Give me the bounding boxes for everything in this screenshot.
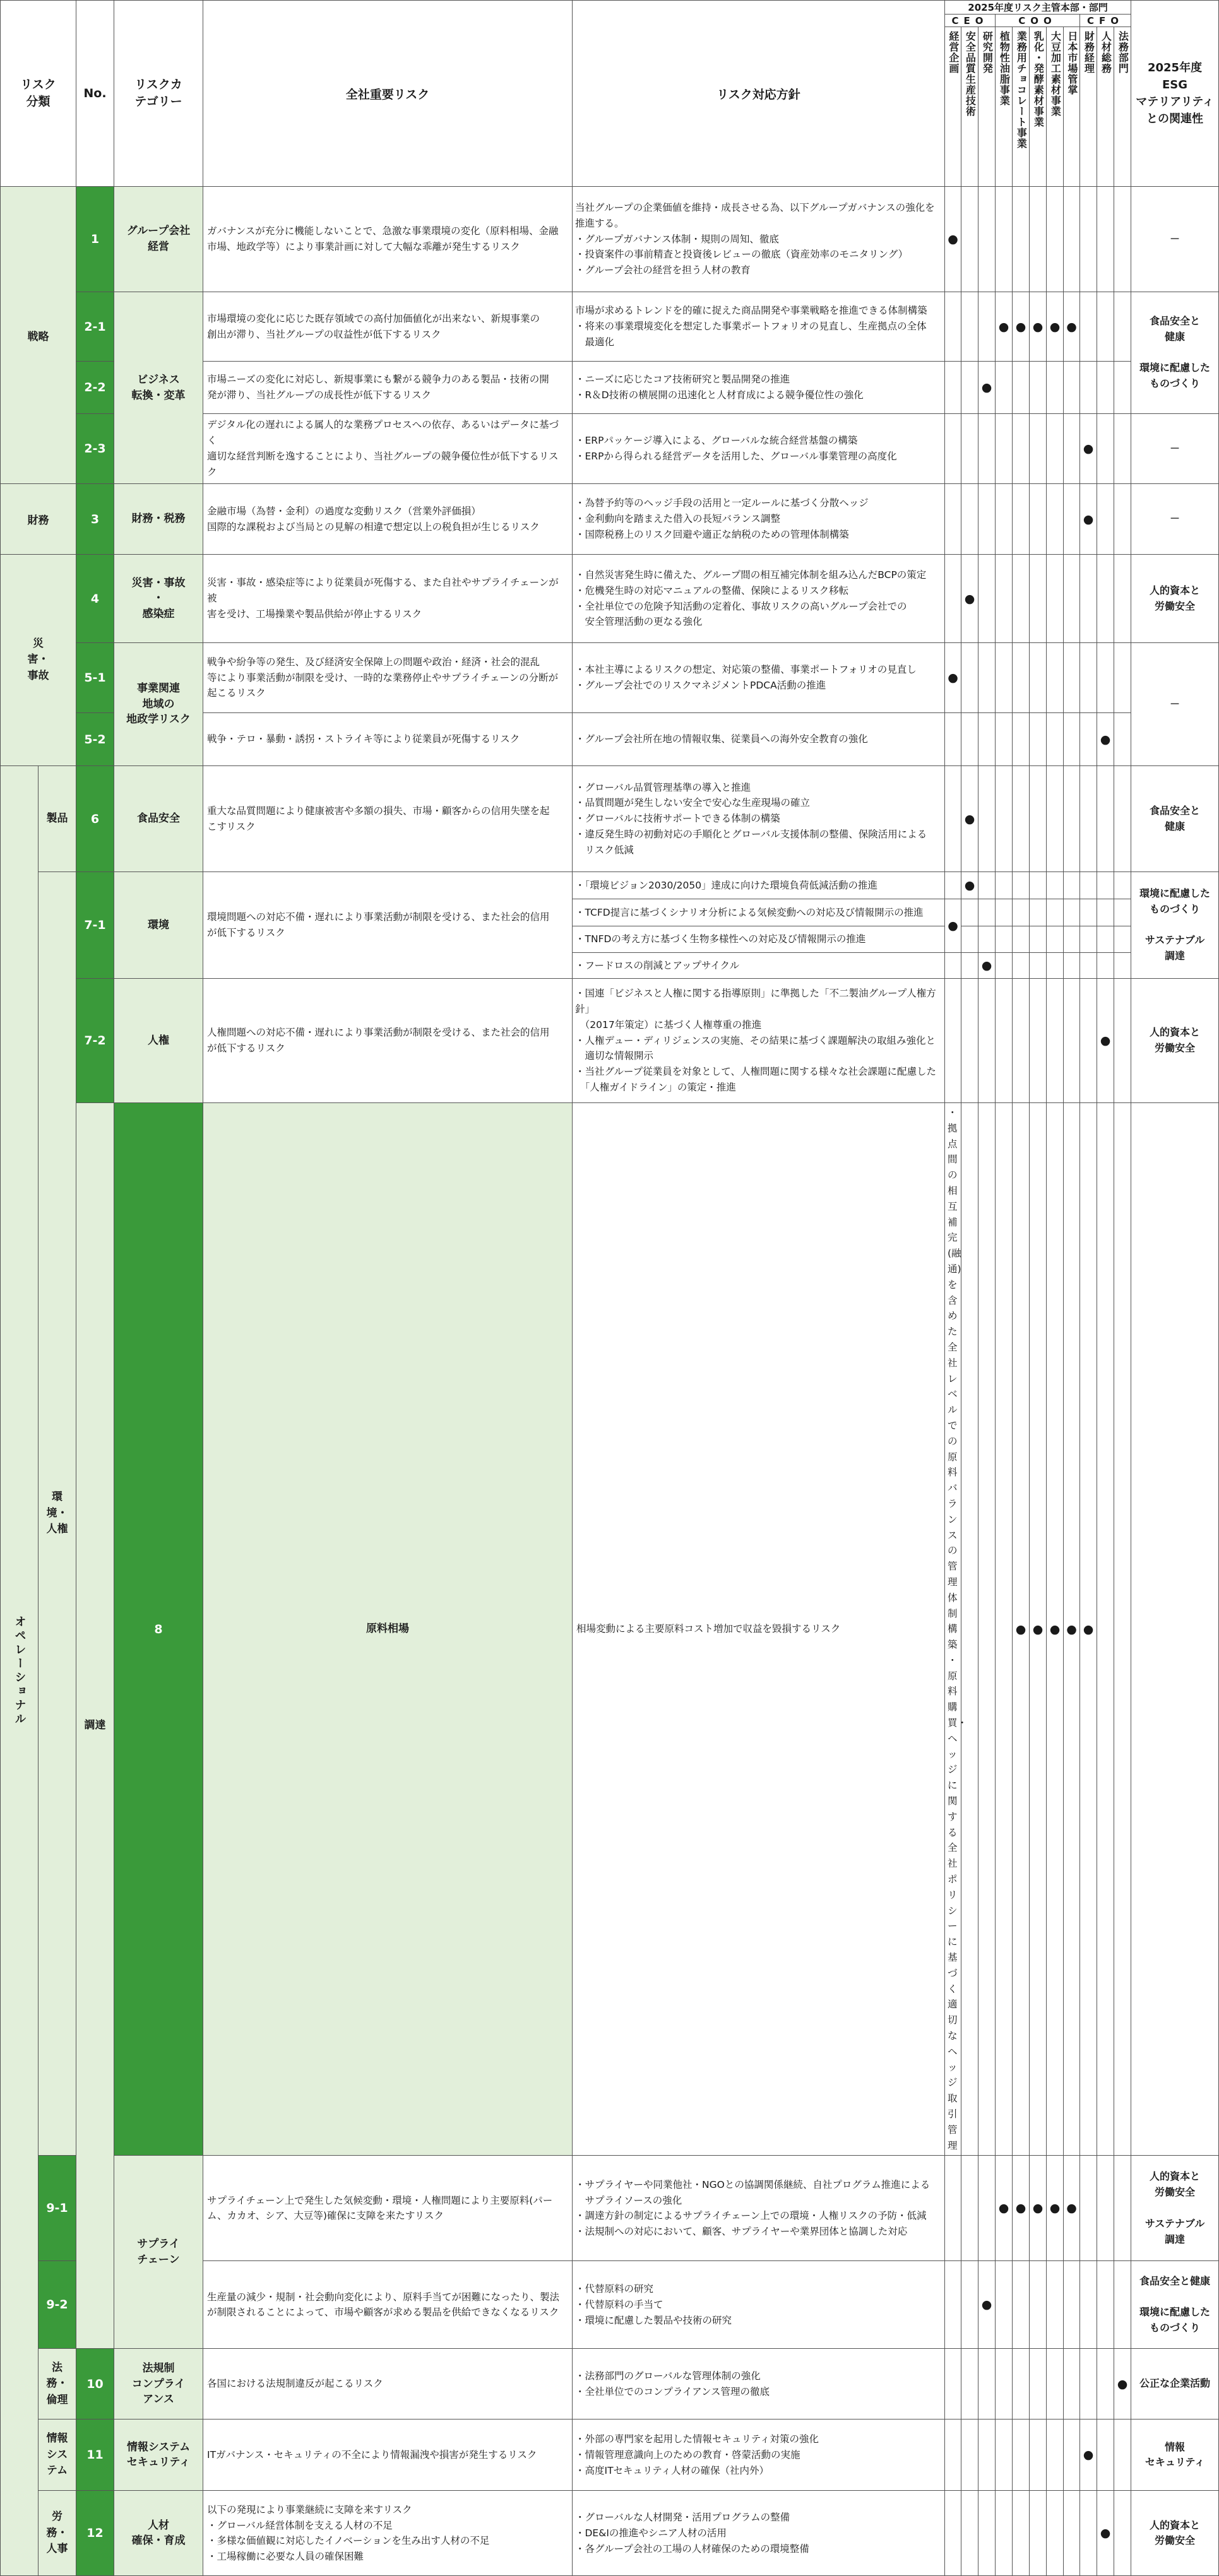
risk-no: 9-1 [39, 2156, 76, 2261]
key-risk: ITガバナンス・セキュリティの不全により情報漏洩や損害が発生するリスク [203, 2419, 573, 2491]
key-risk: 環境問題への対応不備・遅れにより事業活動が制限を受ける、また社会的信用 が低下するリスク [203, 872, 573, 979]
table-row [1, 292, 1219, 362]
policy: ・拠点間の相互補完(融通)を含めた全社レベルでの原料バランスの管理体制構築 ・原料購買・ヘッジに関する全社ポリシーに基づく適切なヘッジ取引管理 [945, 1103, 961, 2156]
esg-materiality: 人的資本と 労働安全 サステナブル 調達 [1131, 2156, 1219, 2261]
risk-category: 情報システム セキュリティ [114, 2419, 203, 2491]
policy: ・グローバルな人材開発・活用プログラムの整備 ・DE&Iの推進やシニア人材の活用 ・各グループ会社の工場の人材確保のための環境整備 [573, 2491, 945, 2576]
dept-chocolate: 業務用チョコレート事業 [1013, 27, 1030, 187]
policy: ・代替原料の研究 ・代替原料の手当て ・環境に配慮した製品や技術の研究 [573, 2261, 945, 2349]
responsibility-dot: ● [1097, 2491, 1114, 2576]
responsibility-dot: ● [945, 643, 961, 713]
responsibility-dot: ● [1047, 292, 1064, 362]
risk-no: 2-2 [76, 362, 114, 414]
esg-materiality: － [1131, 414, 1219, 484]
dept-legal: 法務部門 [1114, 27, 1131, 187]
responsibility-dot: ● [996, 292, 1013, 362]
risk-no: 11 [76, 2419, 114, 2491]
policy: ・ERPパッケージ導入による、グローバルな統合経営基盤の構築 ・ERPから得られる経営データを活用した、グローバル事業管理の高度化 [573, 414, 945, 484]
header-risk-class: リスク分類 [1, 1, 76, 187]
policy: ・法務部門のグローバルな管理体制の強化 ・全社単位でのコンプライアンス管理の徹底 [573, 2349, 945, 2419]
esg-materiality: 食品安全と 健康 環境に配慮した ものづくり [1131, 292, 1219, 414]
risk-category: 食品安全 [114, 766, 203, 872]
responsibility-dot: ● [1064, 1103, 1080, 2156]
policy: ・本社主導によるリスクの想定、対応策の整備、事業ポートフォリオの見直し ・グループ会社でのリスクマネジメントPDCA活動の推進 [573, 643, 945, 713]
risk-category: 財務・税務 [114, 484, 203, 555]
dept-japan-market: 日本市場管掌 [1064, 27, 1080, 187]
policy: ・グループ会社所在地の情報収集、従業員への海外安全教育の強化 [573, 713, 945, 766]
class-strategy: 戦略 [1, 187, 76, 484]
class-operational: オペレーショナル [1, 766, 39, 2576]
policy: ・「環境ビジョン2030/2050」達成に向けた環境負荷低減活動の推進 [573, 872, 945, 899]
subclass-env-human: 環境・人権 [39, 872, 76, 2156]
table-row [1, 2156, 1219, 2261]
table-row [1, 484, 1219, 555]
dept-emulsion: 乳化・発酵素材事業 [1030, 27, 1047, 187]
header-cfo: CFO [1080, 15, 1131, 27]
table-row [1, 555, 1219, 643]
policy: ・TNFDの考え方に基づく生物多様性への対応及び情報開示の推進 [573, 926, 945, 953]
risk-no: 5-2 [76, 713, 114, 766]
header-dept-group: 2025年度リスク主管本部・部門 [945, 1, 1131, 15]
esg-materiality: 環境に配慮した ものづくり サステナブル 調達 [1131, 872, 1219, 979]
esg-materiality: 人的資本と 労働安全 [1131, 555, 1219, 643]
responsibility-dot: ● [1080, 414, 1097, 484]
table-row [1, 2349, 1219, 2419]
subclass-procurement: 調達 [76, 1103, 114, 2349]
key-risk: 以下の発現により事業継続に支障を来すリスク ・グローバル経営体制を支える人材の不足 ・多様な価値観に対応したイノベーションを生み出す人材の不足 ・工場稼働に必要な人員の確保困難 [203, 2491, 573, 2576]
risk-no: 5-1 [76, 643, 114, 713]
policy: ・外部の専門家を起用した情報セキュリティ対策の強化 ・情報管理意識向上のための教育・啓蒙活動の実施 ・高度ITセキュリティ人材の確保（社内外） [573, 2419, 945, 2491]
subclass-labor: 労務・人事 [39, 2491, 76, 2576]
key-risk: 相場変動による主要原料コスト増加で収益を毀損するリスク [573, 1103, 945, 2156]
risk-no: 3 [76, 484, 114, 555]
risk-category: 人材 確保・育成 [114, 2491, 203, 2576]
subclass-product: 製品 [39, 766, 76, 872]
risk-no: 9-2 [39, 2261, 76, 2349]
table-row [1, 643, 1219, 713]
header-coo: COO [996, 15, 1080, 27]
responsibility-dot: ● [1030, 2156, 1047, 2261]
dept-soy: 大豆加工素材事業 [1047, 27, 1064, 187]
table-row [1, 2419, 1219, 2491]
dept-anzen-hinshitsu: 安全品質生産技術 [961, 27, 978, 187]
dept-finance: 財務経理 [1080, 27, 1097, 187]
risk-category: 事業関連 地域の 地政学リスク [114, 643, 203, 766]
responsibility-dot: ● [1080, 2419, 1097, 2491]
header-risk-category: リスクカテゴリー [114, 1, 203, 187]
risk-no: 2-3 [76, 414, 114, 484]
risk-no: 1 [76, 187, 114, 292]
key-risk: 金融市場（為替・金利）の過度な変動リスク（営業外評価損） 国際的な課税および当局との見解の相違で想定以上の税負担が生じるリスク [203, 484, 573, 555]
esg-materiality: － [1131, 187, 1219, 292]
policy: ・グローバル品質管理基準の導入と推進 ・品質問題が発生しない安全で安心な生産現場の確立 ・グローバルに技術サポートできる体制の構築 ・違反発生時の初動対応の手順化とグローバル支援体制の整備、保険活用による リスク低減 [573, 766, 945, 872]
class-finance: 財務 [1, 484, 76, 555]
responsibility-dot: ● [1047, 1103, 1064, 2156]
dept-keiei-kikaku: 経営企画 [945, 27, 961, 187]
policy: ・自然災害発生時に備えた、グループ間の相互補完体制を組み込んだBCPの策定 ・危機発生時の対応マニュアルの整備、保険によるリスク移転 ・全社単位での危険予知活動の定着化、事故リスクの高いグループ会社での 安全管理活動の更なる強化 [573, 555, 945, 643]
responsibility-dot: ● [1064, 2156, 1080, 2261]
policy: ・為替予約等のヘッジ手段の活用と一定ルールに基づく分散ヘッジ ・金利動向を踏まえた借入の長短バランス調整 ・国際税務上のリスク回避や適正な納税のための管理体制構築 [573, 484, 945, 555]
responsibility-dot: ● [1080, 1103, 1097, 2156]
key-risk: 各国における法規制違反が起こるリスク [203, 2349, 573, 2419]
subclass-infosys: 情報システム [39, 2419, 76, 2491]
risk-no: 12 [76, 2491, 114, 2576]
policy: ・ニーズに応じたコア技術研究と製品開発の推進 ・R＆D技術の横展開の迅速化と人材育成による競争優位性の強化 [573, 362, 945, 414]
header-policy: リスク対応方針 [573, 1, 945, 187]
dept-kenkyu-kaihatsu: 研究開発 [978, 27, 996, 187]
responsibility-dot: ● [1097, 979, 1114, 1103]
risk-no: 6 [76, 766, 114, 872]
responsibility-dot: ● [1114, 2349, 1131, 2419]
risk-category: サプライ チェーン [114, 2156, 203, 2349]
risk-no: 8 [114, 1103, 203, 2156]
key-risk: 戦争・テロ・暴動・誘拐・ストライキ等により従業員が死傷するリスク [203, 713, 573, 766]
risk-category: 法規制 コンプライ アンス [114, 2349, 203, 2419]
responsibility-dot: ● [1030, 1103, 1047, 2156]
esg-materiality: 食品安全と 健康 [1131, 766, 1219, 872]
risk-category: 原料相場 [203, 1103, 573, 2156]
esg-materiality: 公正な企業活動 [1131, 2349, 1219, 2419]
key-risk: 市場ニーズの変化に対応し、新規事業にも繋がる競争力のある製品・技術の開 発が滞り、当社グループの成長性が低下するリスク [203, 362, 573, 414]
table-row [1, 979, 1219, 1103]
key-risk: 重大な品質問題により健康被害や多額の損失、市場・顧客からの信用失墜を起 こすリスク [203, 766, 573, 872]
key-risk: 市場環境の変化に応じた既存領域での高付加価値化が出来ない、新規事業の 創出が滞り、当社グループの収益性が低下するリスク [203, 292, 573, 362]
key-risk: ガバナンスが充分に機能しないことで、急激な事業環境の変化（原料相場、金融 市場、地政学等）により事業計画に対して大幅な乖離が発生するリスク [203, 187, 573, 292]
header-esg: 2025年度 ESG マテリアリティ との関連性 [1131, 1, 1219, 187]
responsibility-dot: ● [978, 362, 996, 414]
class-disaster: 災害・事故 [1, 555, 76, 766]
responsibility-dot: ● [1013, 2156, 1030, 2261]
key-risk: 生産量の減少・規制・社会動向変化により、原料手当てが困難になったり、製法 が制限されることによって、市場や顧客が求める製品を供給できなくなるリスク [203, 2261, 573, 2349]
risk-no: 2-1 [76, 292, 114, 362]
key-risk: デジタル化の遅れによる属人的な業務プロセスへの依存、あるいはデータに基づく 適切な経営判断を逸することにより、当社グループの競争優位性が低下するリス ク [203, 414, 573, 484]
header-key-risk: 全社重要リスク [203, 1, 573, 187]
responsibility-dot: ● [961, 872, 978, 899]
key-risk: サプライチェーン上で発生した気候変動・環境・人権問題により主要原料(パー ム、カカオ、シア、大豆等)確保に支障を来たすリスク [203, 2156, 573, 2261]
risk-no: 7-1 [76, 872, 114, 979]
responsibility-dot: ● [961, 555, 978, 643]
policy: ・国連「ビジネスと人権に関する指導原則」に準拠した「不二製油グループ人権方針」 （2017年策定）に基づく人権尊重の推進 ・人権デュー・ディリジェンスの実施、その結果に基づく課題解決の取組み強化と 適切な情報開示 ・当社グループ従業員を対象として、人権問題に関する様々な社会課題に配慮した 「人権ガイドライン」の策定・推進 [573, 979, 945, 1103]
dept-plant-oil: 植物性油脂事業 [996, 27, 1013, 187]
responsibility-dot: ● [996, 2156, 1013, 2261]
responsibility-dot: ● [1080, 484, 1097, 555]
esg-materiality: － [1131, 643, 1219, 766]
responsibility-dot: ● [945, 899, 961, 953]
policy: 市場が求めるトレンドを的確に捉えた商品開発や事業戦略を推進できる体制構築 ・将来の事業環境変化を想定した事業ポートフォリオの見直し、生産拠点の全体 最適化 [573, 292, 945, 362]
header-no: No. [76, 1, 114, 187]
table-row [1, 1103, 1219, 2156]
esg-materiality: 情報 セキュリティ [1131, 2419, 1219, 2491]
table-row [1, 2491, 1219, 2576]
responsibility-dot: ● [978, 953, 996, 979]
header-ceo: CEO [945, 15, 996, 27]
responsibility-dot: ● [1097, 713, 1114, 766]
esg-materiality: 人的資本と 労働安全 [1131, 979, 1219, 1103]
responsibility-dot: ● [1047, 2156, 1064, 2261]
table-row [1, 187, 1219, 292]
risk-category: ビジネス 転換・変革 [114, 292, 203, 484]
risk-category: 環境 [114, 872, 203, 979]
responsibility-dot: ● [945, 187, 961, 292]
risk-no: 10 [76, 2349, 114, 2419]
risk-category: 人権 [114, 979, 203, 1103]
key-risk: 戦争や紛争等の発生、及び経済安全保障上の問題や政治・経済・社会的混乱 等により事業活動が制限を受け、一時的な業務停止やサプライチェーンの分断が 起こるリスク [203, 643, 573, 713]
table-row [1, 872, 1219, 899]
policy: ・フードロスの削減とアップサイクル [573, 953, 945, 979]
policy: 当社グループの企業価値を維持・成長させる為、以下グループガバナンスの強化を 推進する。 ・グループガバナンス体制・規則の周知、徹底 ・投資案件の事前精査と投資後レビューの徹底（資産効率のモニタリング） ・グループ会社の経営を担う人材の教育 [573, 187, 945, 292]
risk-category: グループ会社 経営 [114, 187, 203, 292]
subclass-legal: 法務・倫理 [39, 2349, 76, 2419]
responsibility-dot: ● [961, 766, 978, 872]
key-risk: 災害・事故・感染症等により従業員が死傷する、また自社やサプライチェーンが被 害を受け、工場操業や製品供給が停止するリスク [203, 555, 573, 643]
policy: ・サプライヤーや同業他社・NGOとの協調関係継続、自社プログラム推進による サプライソースの強化 ・調達方針の制定によるサプライチェーン上での環境・人権リスクの予防・低減 ・法規制への対応において、顧客、サプライヤーや業界団体と協調した対応 [573, 2156, 945, 2261]
responsibility-dot: ● [1030, 292, 1047, 362]
esg-materiality: 食品安全と健康 環境に配慮した ものづくり [1131, 2261, 1219, 2349]
risk-no: 4 [76, 555, 114, 643]
responsibility-dot: ● [1013, 292, 1030, 362]
risk-category: 災害・事故 ・ 感染症 [114, 555, 203, 643]
responsibility-dot: ● [1064, 292, 1080, 362]
responsibility-dot: ● [978, 2261, 996, 2349]
policy: ・TCFD提言に基づくシナリオ分析による気候変動への対応及び情報開示の推進 [573, 899, 945, 926]
dept-hr-ga: 人材総務 [1097, 27, 1114, 187]
esg-materiality: 人的資本と 労働安全 [1131, 2491, 1219, 2576]
responsibility-dot: ● [1013, 1103, 1030, 2156]
esg-materiality: － [1131, 484, 1219, 555]
table-row [1, 766, 1219, 872]
key-risk: 人権問題への対応不備・遅れにより事業活動が制限を受ける、また社会的信用 が低下するリスク [203, 979, 573, 1103]
risk-no: 7-2 [76, 979, 114, 1103]
